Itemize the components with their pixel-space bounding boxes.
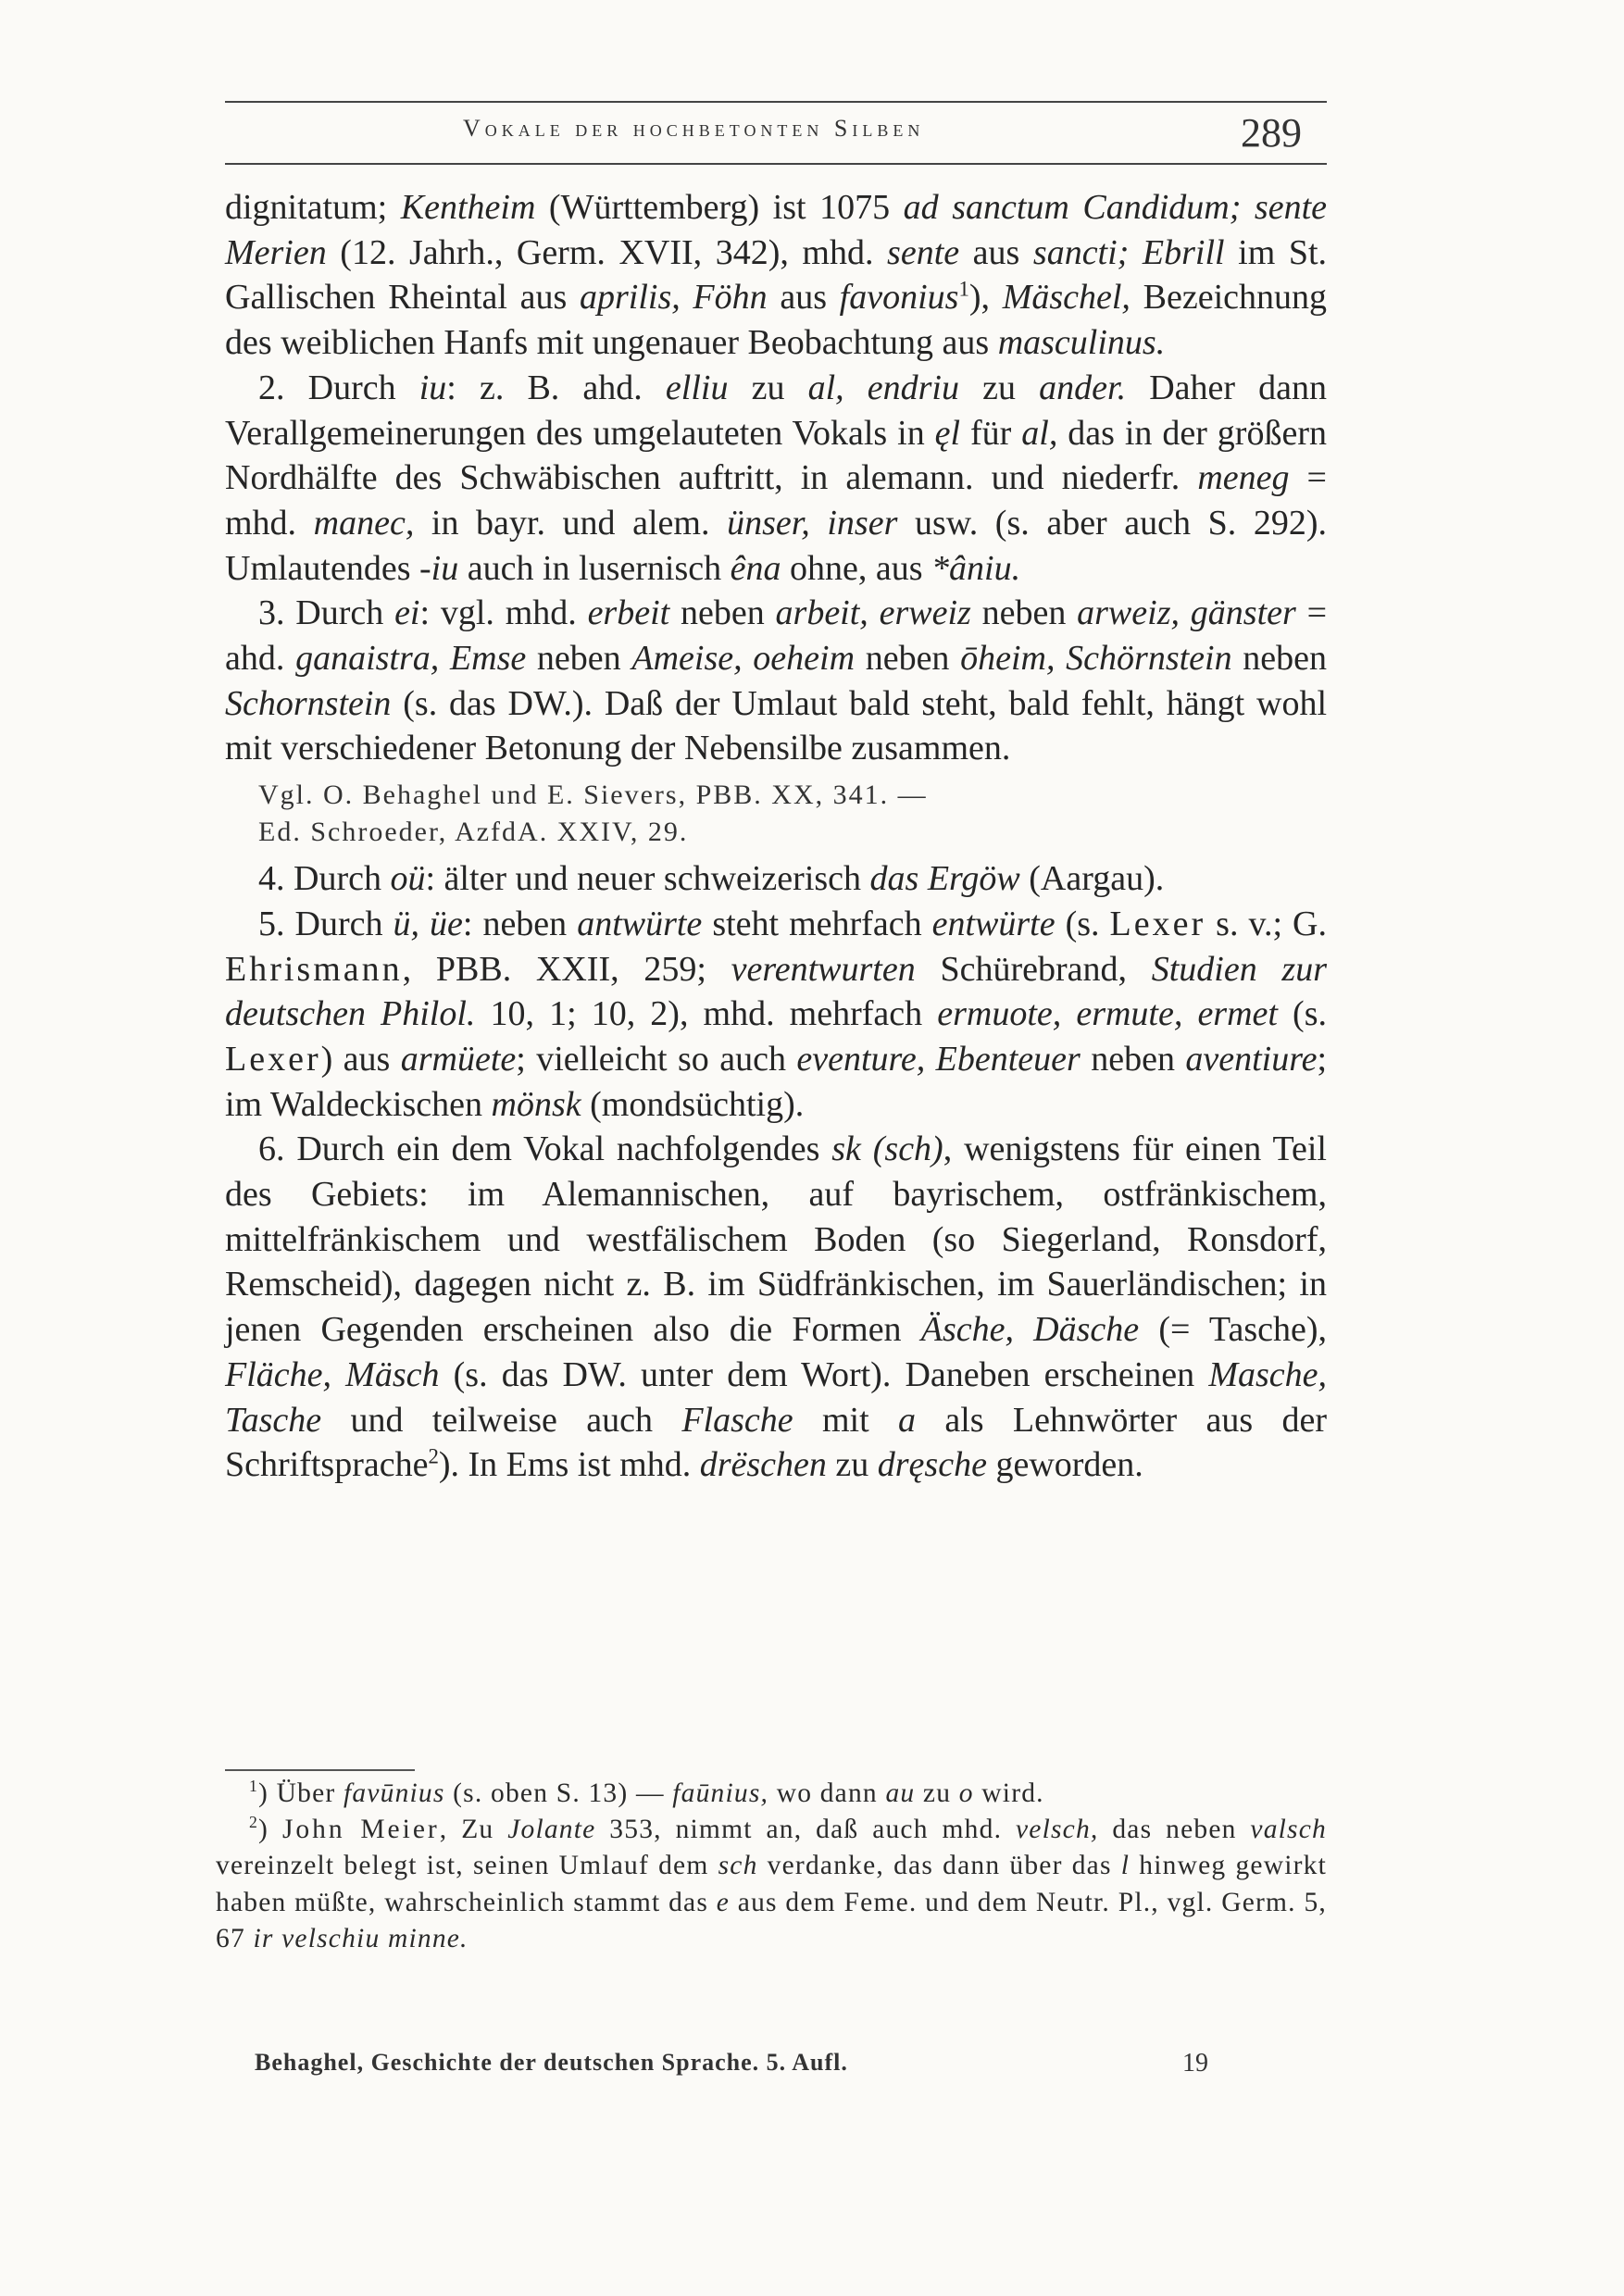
text-run: 3. Durch [258,593,395,633]
italic-run: êna [730,548,781,588]
italic-run: au [885,1778,916,1808]
text-run: zu [959,368,1040,407]
footnote-marker: 2 [249,1813,259,1832]
italic-run: Äsche, Däsche [920,1310,1140,1350]
italic-run: ünser, inser [727,503,898,543]
italic-run: oü [390,859,426,899]
header-rule-bottom [225,163,1327,165]
text-run: ) Über [258,1778,344,1808]
text-run: (s. [1277,994,1327,1034]
literature-note [258,777,1327,851]
italic-run: Flasche [681,1400,793,1440]
text-run: ), [968,278,1003,318]
text-run: : z. B. ahd. [446,368,666,407]
italic-run: ōheim, Schörnstein [960,639,1232,679]
italic-run: erbeit [587,593,670,633]
italic-run: Masche, Tasche [225,1354,1327,1440]
text-run: verdanke, das dann über das [757,1851,1121,1881]
running-head-text: Vokale der hochbetonten Silben [463,115,925,142]
italic-run: aprilis, Föhn [579,278,768,318]
text-run: neben [526,639,632,679]
italic-run: a [897,1400,916,1440]
text-run: aus [959,232,1033,272]
italic-run: ęl [934,413,961,453]
paragraph-2 [225,366,1327,592]
italic-run: ir velschiu minne. [253,1923,468,1953]
main-text [225,185,1327,1488]
spaced-name: Lexer [1109,904,1206,943]
text-run: 4. Durch [258,859,391,899]
footnote-marker: 1 [958,277,969,301]
text-run: ohne, aus [781,548,932,588]
italic-run: entwürte [931,904,1056,943]
text-run: 2. Durch [258,368,419,407]
text-run: 10, 1; 10, 2), mhd. mehrfach [475,994,938,1034]
text-run: usw. (s. aber auch S. 292). Umlautendes [225,503,1327,588]
page-number: 289 [1241,110,1302,156]
italic-run: velsch, [1016,1815,1099,1845]
italic-run: mönsk [491,1084,581,1124]
italic-run: ganaistra, Emse [295,639,527,679]
text-run: und teilweise auch [321,1400,682,1440]
italic-run: l [1120,1851,1131,1881]
text-run: wo dann [768,1778,886,1808]
italic-run: masculinus. [997,323,1166,363]
text-run: ) aus [320,1039,401,1079]
italic-run: ad sanctum Candidum; sente Merien [225,188,1327,272]
text-run: : vgl. mhd. [419,593,588,633]
italic-run: sch [718,1851,758,1881]
text-run: hinweg gewirkt haben müßte, wahrscheinlich stammt das [216,1851,1327,1917]
text-run: auch in lusernisch [458,548,731,588]
literature-note-line-1: Vgl. O. Behaghel und E. Sievers, PBB. XX, 341. — [258,780,928,811]
italic-run: Mäschel, [1002,278,1131,318]
footnote-marker: 1 [249,1777,259,1796]
italic-run: antwürte [577,904,703,943]
text-run: 6. Durch ein dem Vokal nachfolgendes [258,1129,832,1169]
italic-run: valsch [1250,1815,1327,1845]
footnote-marker: 2 [428,1444,439,1468]
text-run: neben [855,639,961,679]
paragraph-5 [225,902,1327,1128]
text-run: = mhd. [225,458,1327,543]
italic-run: sancti; Ebrill [1032,232,1225,272]
text-run: , wenigstens für einen Teil des Gebiets: im Alemannischen, auf bayrischem, ostfränkischem, mittelfränkischem und westfälischem Boden (so Siegerland, Ronsdorf, Remscheid), dagegen nicht z. B. im Südfränkischen, im Sauerländischen; in jenen Gegenden erscheinen also die Formen [225,1129,1327,1350]
text-run: : älter und neuer schweizerisch [425,859,870,899]
text-run: für [960,413,1022,453]
italic-run: ü, üe [393,904,463,943]
spaced-name: John Meier [281,1815,440,1845]
text-run: (s. oben S. 13) — [444,1778,673,1808]
text-run: (s. das DW. unter dem Wort). Daneben erscheinen [439,1354,1209,1394]
text-run: zu [915,1778,959,1808]
text-run: aus [767,278,840,318]
paragraph-3 [225,591,1327,771]
text-run: mit [793,1400,898,1440]
italic-run: verentwurten [731,949,916,989]
text-run: ; im Waldeckischen [225,1039,1328,1124]
text-run: : neben [462,904,578,943]
paragraph-6 [225,1127,1327,1488]
italic-run: *âniu. [931,548,1021,588]
footnote-1 [216,1776,1327,1812]
text-run: zu [826,1445,878,1485]
literature-note-line-2: Ed. Schroeder, AzfdA. XXIV, 29. [258,817,689,848]
italic-run: Ameise, oeheim [631,639,856,679]
italic-run: e [716,1887,731,1917]
text-run: neben [970,593,1078,633]
footnotes [216,1776,1327,1957]
text-run: dignitatum; [225,188,401,227]
text-run: Daher dann Verallgemeinerungen des umgelauteten Vokals in [225,368,1328,453]
text-run: in bayr. und alem. [414,503,728,543]
text-run: (mondsüchtig). [581,1084,805,1124]
text-run: zu [728,368,808,407]
text-run: wird. [973,1778,1044,1808]
italic-run: arbeit, erweiz [775,593,971,633]
italic-run: meneg [1197,458,1290,498]
text-run: neben [1231,639,1328,679]
italic-run: Jolante [507,1815,596,1845]
text-run: das neben [1098,1815,1251,1845]
text-run: neben [1080,1039,1186,1079]
text-run: (Aargau). [1019,859,1165,899]
italic-run: Kentheim [400,188,536,227]
italic-run: armüete [400,1039,517,1079]
spaced-name: Lexer [225,1039,321,1079]
italic-run: Studien zur deutschen Philol. [225,949,1328,1034]
italic-run: manec, [313,503,415,543]
footnote-rule [225,1769,415,1771]
sheet-signature: 19 [1182,2049,1208,2078]
spaced-name: Ehrismann [225,949,403,989]
italic-run: iu [418,368,447,407]
header-rule-top [225,101,1327,103]
text-run: (s. [1055,904,1110,943]
footnote-2 [216,1812,1327,1957]
text-run: (= Tasche), [1139,1310,1328,1350]
text-run: geworden. [986,1445,1143,1485]
text-run: , PBB. XXII, 259; [402,949,731,989]
italic-run: eventure, Ebenteuer [796,1039,1081,1079]
italic-run: dręsche [877,1445,987,1485]
text-run: als Lehnwörter aus der Schriftsprache [225,1400,1327,1485]
italic-run: al, endriu [807,368,959,407]
italic-run: elliu [665,368,729,407]
text-run: im St. Gallischen Rheintal aus [225,232,1328,318]
italic-run: ei [394,593,420,633]
running-head [463,115,1111,143]
text-run: 353, nimmt an, daß auch mhd. [595,1815,1017,1845]
text-run: 5. Durch [258,904,394,943]
italic-run: ander. [1039,368,1127,407]
text-run: Schürebrand, [915,949,1152,989]
text-run: = ahd. [225,593,1328,679]
italic-run: favūnius [344,1778,445,1808]
italic-run: favonius [839,278,959,318]
imprint-line: Behaghel, Geschichte der deutschen Sprache. 5. Aufl. [255,2049,848,2076]
text-run: (s. das DW.). Daß der Umlaut bald steht, bald fehlt, hängt wohl mit verschiedener Betonung der Nebensilbe zusammen. [225,683,1327,768]
text-run: aus dem Feme. und dem Neutr. Pl., vgl. Germ. 5, 67 [216,1887,1327,1953]
italic-run: drëschen [699,1445,827,1485]
paragraph-4 [225,856,1327,902]
text-run: Bezeichnung des weiblichen Hanfs mit ungenauer Beobachtung aus [225,278,1327,363]
text-run: (12. Jahrh., Germ. XVII, 342), mhd. [326,232,888,272]
italic-run: -iu [419,548,459,588]
italic-run: ermuote, ermute, ermet [937,994,1278,1034]
italic-run: das Ergöw [869,859,1020,899]
paragraph-1 [225,185,1327,366]
italic-run: arweiz, gänster [1077,593,1296,633]
text-run: s. v.; G. [1206,904,1327,943]
italic-run: Schornstein [225,683,392,723]
text-run: steht mehrfach [702,904,932,943]
italic-run: faūnius, [672,1778,769,1808]
italic-run: al, [1021,413,1058,453]
text-run: neben [669,593,776,633]
italic-run: aventiure [1185,1039,1318,1079]
italic-run: sk (sch) [831,1129,943,1169]
text-run: (Württemberg) ist 1075 [535,188,904,227]
italic-run: Fläche, Mäsch [225,1354,440,1394]
text-run: das in der größern Nordhälfte des Schwäbischen auftritt, in alemann. und niederfr. [225,413,1327,498]
text-run: vereinzelt belegt ist, seinen Umlauf dem [216,1851,718,1881]
italic-run: o [958,1778,974,1808]
text-run: ; vielleicht so auch [516,1039,797,1079]
text-run: ) [258,1815,282,1845]
italic-run: sente [887,232,960,272]
text-run: ). In Ems ist mhd. [438,1445,700,1485]
text-run: , Zu [439,1815,508,1845]
